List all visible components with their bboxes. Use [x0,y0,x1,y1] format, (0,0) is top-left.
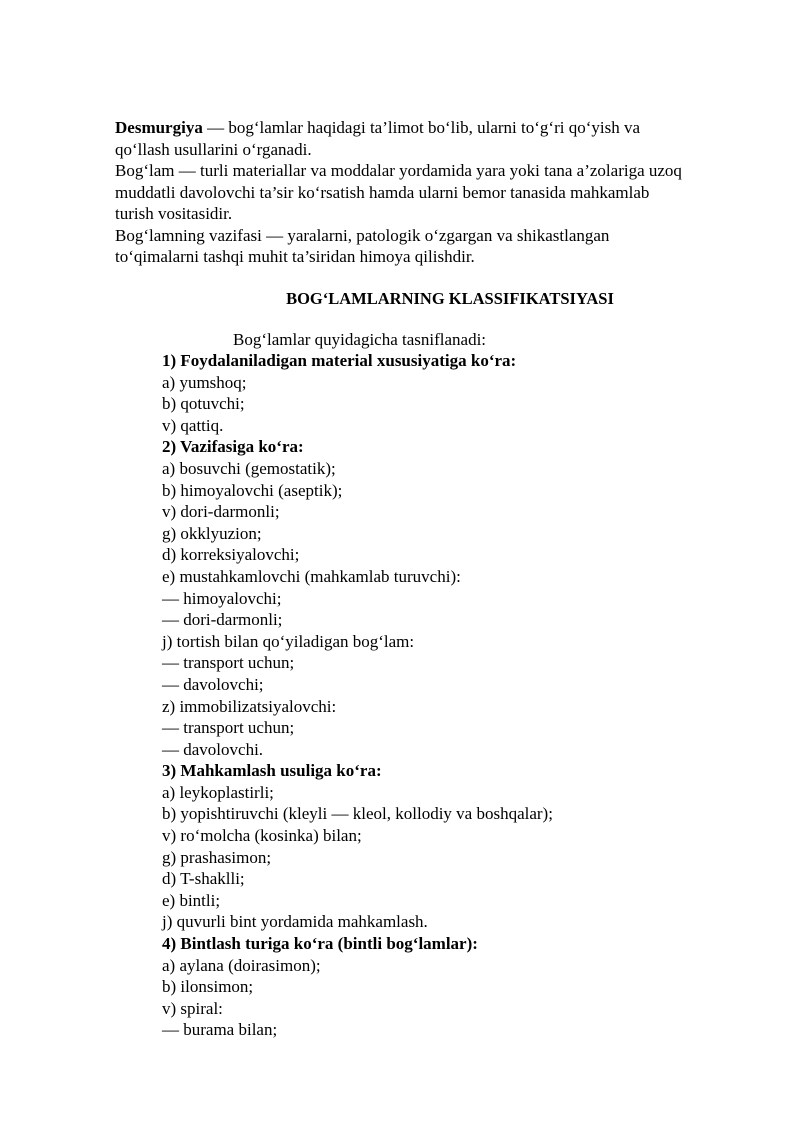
list-item: b) ilonsimon; [162,977,254,997]
intro-paragraph-2: Bog‘lam — turli materiallar va moddalar yordamida yara yoki tana a’zolariga uzoq muddatli davolovchi ta’sir ko‘rsatish hamda ularni bemor tanasida mahkamlab turish vositasidir. [115,161,682,223]
section-title: BOG‘LAMLARNING KLASSIFIKATSIYASI [286,289,614,308]
list-item: b) himoyalovchi (aseptik); [162,480,343,500]
list-item: d) T-shaklli; [162,869,245,889]
list-item: b) yopishtiruvchi (kleyli — kleol, kollodiy va boshqalar); [162,804,553,824]
list-item: — himoyalovchi; [162,588,282,608]
list-item: — davolovchi; [162,674,264,694]
intro-section [115,117,755,268]
list-item: e) bintli; [162,890,221,910]
list-item: a) yumshoq; [162,372,247,392]
list-item: j) quvurli bint yordamida mahkamlash. [162,912,428,932]
list-item: v) spiral: [162,998,223,1018]
list-item: g) prashasimon; [162,847,272,867]
list-item: — dori-darmonli; [162,610,283,630]
list-item: v) dori-darmonli; [162,502,280,522]
list-item: — transport uchun; [162,653,295,673]
list-item: d) korreksiyalovchi; [162,545,300,565]
list-item: e) mustahkamlovchi (mahkamlab turuvchi): [162,566,461,586]
list-item: — transport uchun; [162,718,295,738]
term-desmurgiya: Desmurgiya [115,118,203,137]
list-item: b) qotuvchi; [162,394,245,414]
list-item: g) okklyuzion; [162,523,262,543]
list-item: a) leykoplastirli; [162,782,274,802]
list-item: j) tortish bilan qo‘yiladigan bog‘lam: [162,631,415,651]
intro-paragraph-1: Desmurgiya — bog‘lamlar haqidagi ta’limot bo‘lib, ularni to‘g‘ri qo‘yish va qo‘llash usullarini o‘rganadi. [115,118,641,159]
list-item: — burama bilan; [162,1020,278,1040]
list-item: v) qattiq. [162,415,224,435]
list-heading: 3) Mahkamlash usuliga ko‘ra: [162,761,382,781]
classification-lead: Bog‘lamlar quyidagicha tasniflanadi: [233,330,487,349]
list-item: — davolovchi. [162,739,264,759]
list-item: v) ro‘molcha (kosinka) bilan; [162,826,362,846]
list-heading: 1) Foydalaniladigan material xususiyatiga ko‘ra: [162,351,517,370]
list-item: a) aylana (doirasimon); [162,955,321,975]
list-heading: 2) Vazifasiga ko‘ra: [162,437,304,457]
classification-list [162,350,782,1041]
list-item: z) immobilizatsiyalovchi: [162,696,337,716]
list-heading: 4) Bintlash turiga ko‘ra (bintli bog‘lamlar): [162,934,478,954]
list-item: a) bosuvchi (gemostatik); [162,458,336,478]
intro-paragraph-3: Bog‘lamning vazifasi — yaralarni, patologik o‘zgargan va shikastlangan to‘qimalarni tashqi muhit ta’siridan himoya qilishdir. [115,225,610,266]
